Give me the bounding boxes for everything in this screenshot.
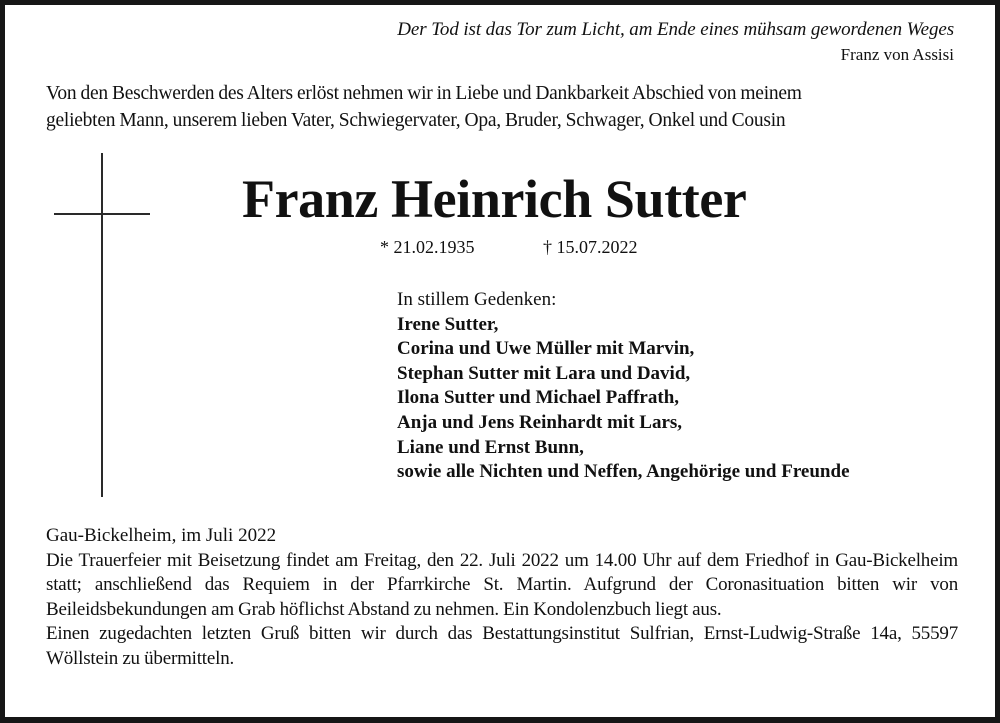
cross-vertical-bar — [101, 153, 103, 497]
mourner-entry: Ilona Sutter und Michael Paffrath, — [397, 387, 680, 409]
place-and-date: Gau-Bickelheim, im Juli 2022 — [46, 525, 277, 546]
footer-section — [46, 524, 958, 671]
intro-line-2: geliebten Mann, unserem lieben Vater, Schwiegervater, Opa, Bruder, Schwager, Onkel und Cousin — [46, 110, 786, 131]
mourner-entry: Corina und Uwe Müller mit Marvin, — [397, 338, 695, 360]
intro-line-1: Von den Beschwerden des Alters erlöst nehmen wir in Liebe und Dankbarkeit Abschied von meinem — [46, 83, 802, 104]
mourners-heading: In stillem Gedenken: — [397, 289, 557, 310]
birth-date: * 21.02.1935 — [380, 237, 475, 257]
mourner-entry: Stephan Sutter mit Lara und David, — [397, 362, 691, 384]
mourner-entry: Anja und Jens Reinhardt mit Lars, — [397, 411, 683, 433]
funeral-info: Die Trauerfeier mit Beisetzung findet am Freitag, den 22. Juli 2022 um 14.00 Uhr auf dem Friedhof in Gau-Bickelheim statt; anschließend das Requiem in der Pfarrkirche St. Martin. Aufgrund der Coronasituation bitten wir von Beileidsbekundungen am Grab höflichst Abstand zu nehmen. Ein Kondolenzbuch liegt aus. — [46, 549, 958, 620]
mourner-entry: sowie alle Nichten und Neffen, Angehörige und Freunde — [397, 461, 850, 483]
mourners-list — [397, 288, 850, 485]
deceased-name: Franz Heinrich Sutter — [242, 169, 747, 229]
epigraph-quote: Der Tod ist das Tor zum Licht, am Ende eines mühsam gewordenen Weges — [397, 19, 954, 40]
mourner-entry: Irene Sutter, — [397, 313, 499, 335]
death-date: † 15.07.2022 — [543, 237, 638, 257]
mourner-entry: Liane und Ernst Bunn, — [397, 436, 584, 458]
intro-text — [46, 80, 802, 134]
cross-horizontal-bar — [54, 213, 150, 215]
farewell-note: Einen zugedachten letzten Gruß bitten wir durch das Bestattungsinstitut Sulfrian, Ernst-Ludwig-Straße 14a, 55597 Wöllstein zu übermitteln. — [46, 623, 958, 669]
epigraph-author: Franz von Assisi — [840, 45, 954, 64]
